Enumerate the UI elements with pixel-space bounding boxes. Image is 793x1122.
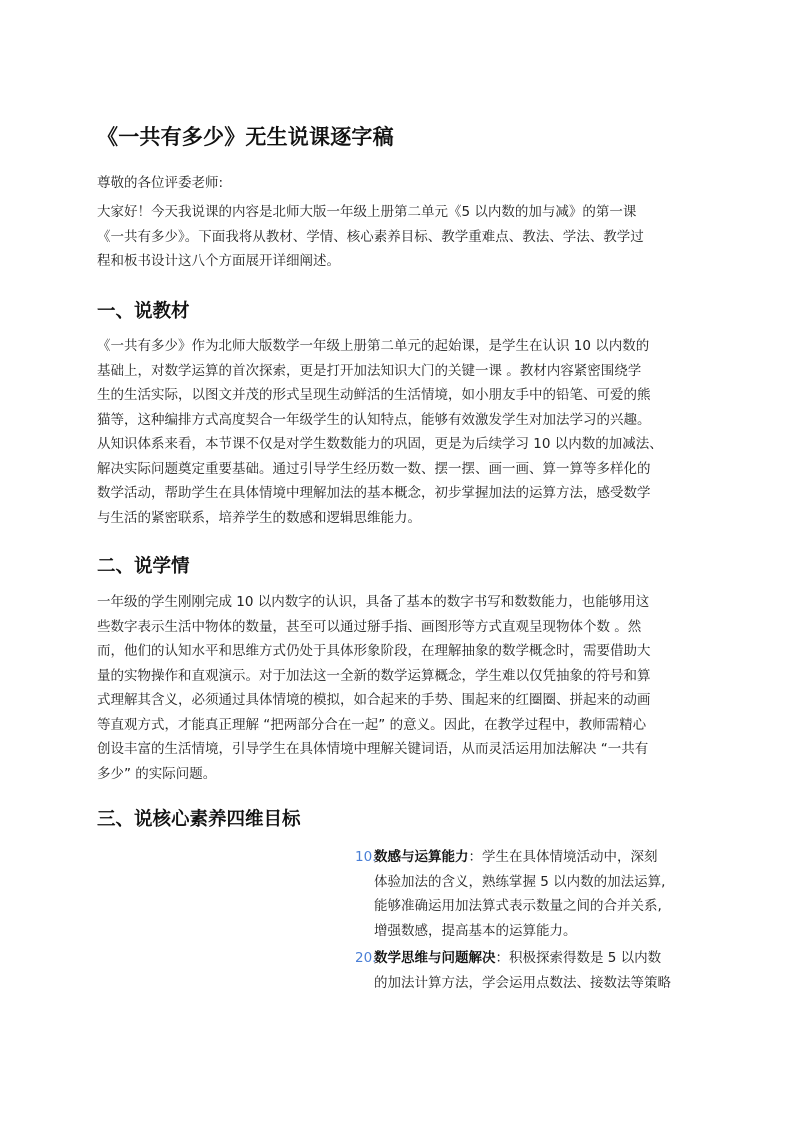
paragraph-line: 猫等，这种编排方式高度契合一年级学生的认知特点，能够有效激发学生对加法学习的兴趣。 bbox=[97, 411, 651, 428]
intro-line: 《一共有多少》。下面我将从教材、学情、核心素养目标、教学重难点、教法、学法、教学过 bbox=[97, 228, 644, 245]
goal-label: 数学思维与问题解决 bbox=[374, 950, 496, 966]
paragraph-line: 式理解其含义，必须通过具体情境的模拟，如合起来的手势、围起来的红圈圈、拼起来的动画 bbox=[97, 692, 651, 708]
paragraph-line: 多少” 的实际问题。 bbox=[97, 765, 217, 782]
intro-line: 程和板书设计这八个方面展开详细阐述。 bbox=[97, 253, 340, 269]
document-title: 《一共有多少》无生说课逐字稿 bbox=[97, 125, 394, 149]
list-number: 10. bbox=[355, 849, 377, 865]
paragraph-line: 生的生活实际，以图文并茂的形式呈现生动鲜活的生活情境，如小朋友手中的铅笔、可爱的熊 bbox=[97, 387, 651, 403]
paragraph-line: 量的实物操作和直观演示。对于加法这一全新的数学运算概念，学生难以仅凭抽象的符号和算 bbox=[97, 667, 651, 684]
greeting: 尊敬的各位评委老师: bbox=[97, 175, 224, 191]
paragraph-line: 基础上，对数学运算的首次探索，更是打开加法知识大门的关键一课 。教材内容紧密围绕学 bbox=[97, 362, 642, 379]
paragraph-line: 与生活的紧密联系，培养学生的数感和逻辑思维能力。 bbox=[97, 509, 421, 526]
paragraph-line: 一年级的学生刚刚完成 10 以内数字的认识，具备了基本的数字书写和数数能力，也能够用这 bbox=[97, 594, 650, 610]
section-heading: 一、说教材 bbox=[97, 301, 190, 322]
list-item-line: 的加法计算方法，学会运用点数法、接数法等策略 bbox=[374, 974, 671, 991]
section-heading: 二、说学情 bbox=[97, 556, 190, 577]
list-number: 20. bbox=[355, 950, 377, 966]
goal-label: 数感与运算能力 bbox=[374, 849, 469, 865]
paragraph-line: 创设丰富的生活情境，引导学生在具体情境中理解关键词语，从而灵活运用加法解决 “一共有 bbox=[97, 741, 649, 757]
paragraph-line: 等直观方式，才能真正理解 “把两部分合在一起” 的意义。因此，在教学过程中，教师需精心 bbox=[97, 716, 647, 733]
paragraph-line: 而，他们的认知水平和思维方式仍处于具体形象阶段，在理解抽象的数学概念时，需要借助大 bbox=[97, 643, 651, 659]
section-heading: 三、说核心素养四维目标 bbox=[97, 809, 301, 830]
list-item-first-line bbox=[374, 946, 661, 971]
paragraph-line: 解决实际问题奠定重要基础。通过引导学生经历数一数、摆一摆、画一画、算一算等多样化的 bbox=[97, 460, 651, 477]
list-item-first-line bbox=[374, 845, 658, 870]
list-item-line: 体验加法的含义，熟练掌握 5 以内数的加法运算, bbox=[374, 873, 666, 890]
list-item-line: 能够准确运用加法算式表示数量之间的合并关系, bbox=[374, 898, 662, 914]
goal-text: ：积极探索得数是 5 以内数 bbox=[495, 950, 662, 966]
paragraph-line: 《一共有多少》作为北师大版数学一年级上册第二单元的起始课，是学生在认识 10 以内数的 bbox=[97, 338, 650, 354]
paragraph-line: 数学活动，帮助学生在具体情境中理解加法的基本概念，初步掌握加法的运算方法，感受数学 bbox=[97, 485, 651, 501]
intro-line: 大家好！今天我说课的内容是北师大版一年级上册第二单元《5 以内数的加与减》的第一课 bbox=[97, 204, 637, 220]
list-item-line: 增强数感，提高基本的运算能力。 bbox=[374, 922, 577, 939]
paragraph-line: 从知识体系来看，本节课不仅是对学生数数能力的巩固，更是为后续学习 10 以内数的加减法、 bbox=[97, 436, 663, 452]
goal-text: ：学生在具体情境活动中，深刻 bbox=[468, 849, 658, 865]
paragraph-line: 些数字表示生活中物体的数量，甚至可以通过掰手指、画图形等方式直观呈现物体个数 。然 bbox=[97, 618, 642, 635]
